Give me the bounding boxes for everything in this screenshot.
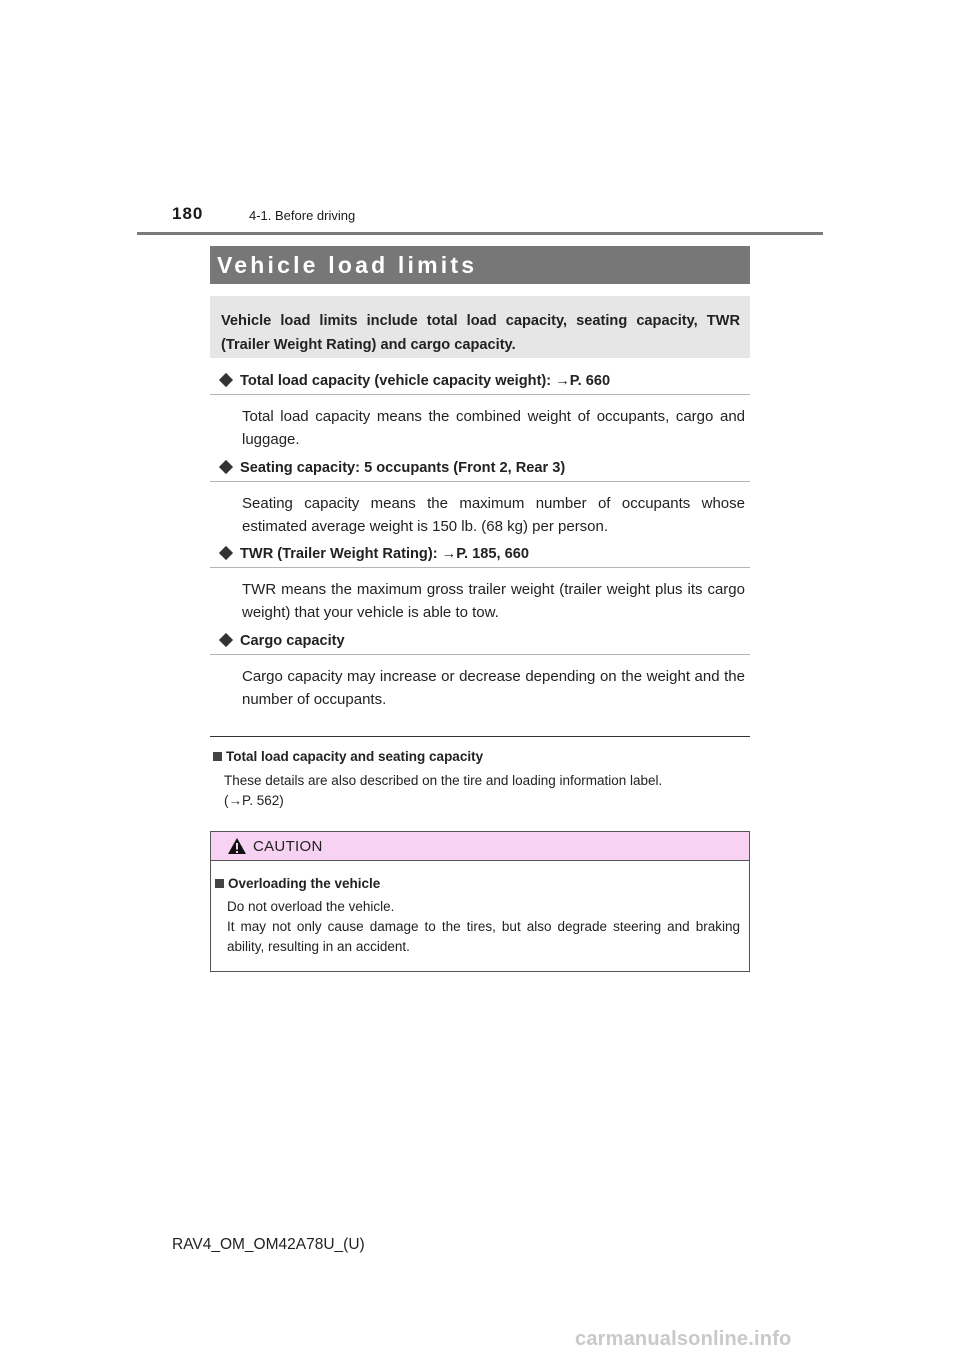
item-heading: Total load capacity (vehicle capacity weight): →P. 660 [240,373,611,389]
page-title-bar [210,246,750,284]
item-heading: Seating capacity: 5 occupants (Front 2, Rear 3) [240,460,566,476]
item-heading-row [210,460,750,482]
diamond-bullet-icon [219,460,233,474]
header-divider [137,232,823,235]
caution-text [227,897,740,957]
caution-line: It may not only cause damage to the tires, but also degrade steering and braking ability, resulting in an accident. [227,919,740,954]
caution-subheading-text: Overloading the vehicle [228,876,381,891]
caution-label: CAUTION [253,837,323,855]
diamond-bullet-icon [219,373,233,387]
caution-subheading [215,876,380,891]
page-title: Vehicle load limits [217,251,478,278]
diamond-bullet-icon [219,633,233,647]
square-bullet-icon [215,879,224,888]
list-item [210,546,750,624]
intro-box: Vehicle load limits include total load capacity, seating capacity, TWR (Trailer Weight Rating) and cargo capacity. [210,296,750,358]
item-description: Cargo capacity may increase or decrease depending on the weight and the number of occupants. [242,668,745,708]
item-heading-row [210,546,750,568]
section-title: 4-1. Before driving [249,208,356,223]
note-line: These details are also described on the tire and loading information label. [224,773,663,788]
watermark: carmanualsonline.info [575,1328,792,1350]
note-heading-text: Total load capacity and seating capacity [226,749,484,764]
item-description: TWR means the maximum gross trailer weight (trailer weight plus its cargo weight) that your vehicle is able to tow. [242,581,745,621]
item-description: Total load capacity means the combined weight of occupants, cargo and luggage. [242,408,745,448]
item-description: Seating capacity means the maximum number of occupants whose estimated average weight is 150 lb. (68 kg) per person. [242,495,745,535]
square-bullet-icon [213,752,222,761]
list-item [210,373,750,451]
list-item [210,460,750,538]
item-heading-row [210,373,750,395]
page-number: 180 [172,204,204,223]
caution-line: Do not overload the vehicle. [227,899,395,914]
list-item [210,633,750,711]
diamond-bullet-icon [219,546,233,560]
caution-box [210,831,750,972]
note-heading [213,749,483,764]
caution-header [211,832,749,861]
item-heading: Cargo capacity [240,633,345,649]
note-body [224,771,744,811]
section-divider [210,736,750,737]
item-heading: TWR (Trailer Weight Rating): →P. 185, 660 [240,546,529,562]
document-code: RAV4_OM_OM42A78U_(U) [172,1236,365,1253]
warning-triangle-icon [227,837,247,855]
item-heading-row [210,633,750,655]
note-line: (→P. 562) [224,793,284,808]
